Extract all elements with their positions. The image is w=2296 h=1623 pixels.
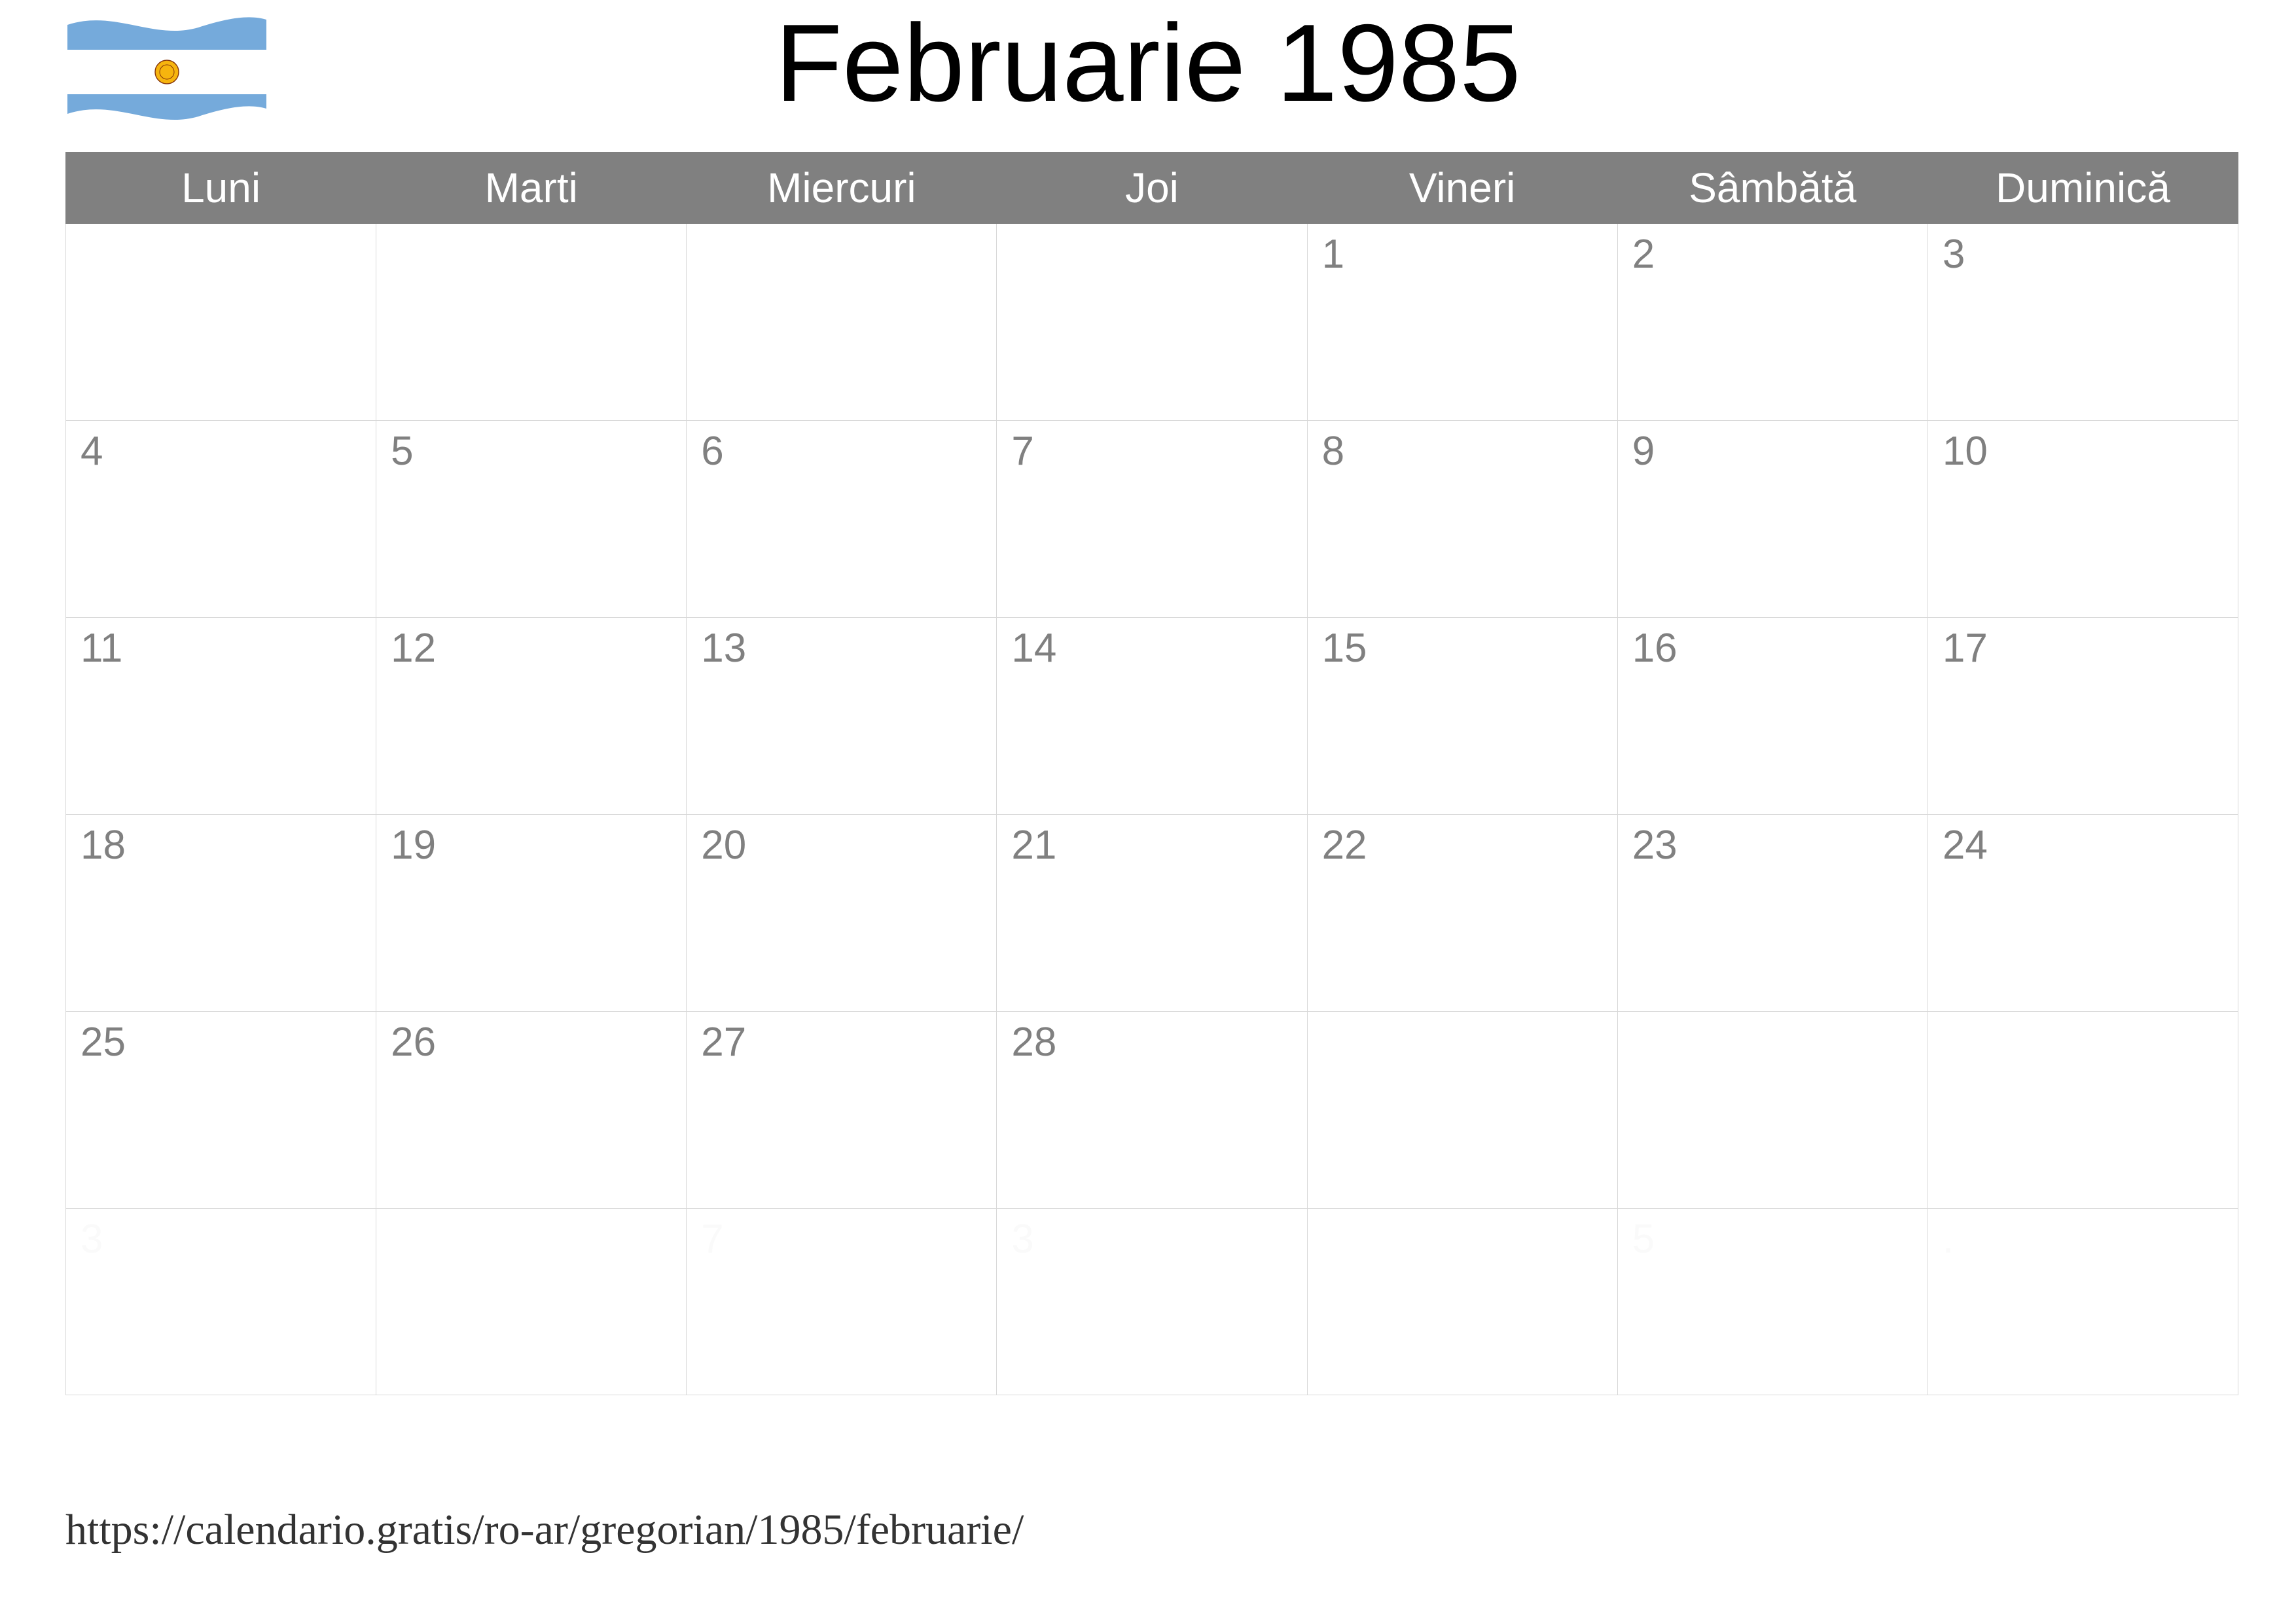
day-cell[interactable] bbox=[1307, 815, 1617, 1012]
day-number: 7 bbox=[701, 1217, 724, 1262]
day-cell[interactable] bbox=[1617, 1209, 1928, 1395]
weekday-header-sambata: Sâmbătă bbox=[1617, 152, 1928, 224]
day-number: 28 bbox=[1011, 1020, 1057, 1065]
day-cell[interactable] bbox=[997, 618, 1307, 815]
day-number: 3 bbox=[1011, 1217, 1034, 1262]
day-cell[interactable] bbox=[66, 815, 376, 1012]
day-number: 19 bbox=[391, 823, 437, 868]
day-number: 2 bbox=[1632, 232, 1655, 277]
day-cell[interactable] bbox=[1928, 1012, 2238, 1209]
week-row bbox=[66, 618, 2238, 815]
day-number: 22 bbox=[1321, 823, 1367, 868]
day-cell[interactable] bbox=[1307, 618, 1617, 815]
day-number: 25 bbox=[81, 1020, 126, 1065]
month-grid bbox=[65, 152, 2238, 1395]
day-number: 3 bbox=[1942, 232, 1965, 277]
day-number: 18 bbox=[81, 823, 126, 868]
day-cell[interactable] bbox=[1307, 1012, 1617, 1209]
day-cell[interactable] bbox=[997, 421, 1307, 618]
day-number: . bbox=[1942, 1217, 1954, 1262]
day-number: 12 bbox=[391, 626, 437, 671]
day-number: 8 bbox=[1321, 429, 1345, 474]
day-cell[interactable] bbox=[376, 421, 687, 618]
weekday-header-duminica: Duminică bbox=[1928, 152, 2238, 224]
week-row bbox=[66, 1012, 2238, 1209]
day-cell[interactable] bbox=[66, 1209, 376, 1395]
day-number: 11 bbox=[81, 626, 123, 671]
day-number: 23 bbox=[1632, 823, 1677, 868]
day-number: 14 bbox=[1011, 626, 1057, 671]
day-cell[interactable] bbox=[1928, 421, 2238, 618]
day-number: 26 bbox=[391, 1020, 437, 1065]
day-cell[interactable] bbox=[1617, 815, 1928, 1012]
day-cell[interactable] bbox=[1617, 224, 1928, 421]
day-number: 10 bbox=[1942, 429, 1988, 474]
day-cell[interactable] bbox=[687, 421, 997, 618]
day-cell[interactable] bbox=[687, 1012, 997, 1209]
week-row bbox=[66, 1209, 2238, 1395]
week-row bbox=[66, 224, 2238, 421]
day-cell[interactable] bbox=[66, 1012, 376, 1209]
day-cell[interactable] bbox=[66, 224, 376, 421]
weekday-header-vineri: Vineri bbox=[1307, 152, 1617, 224]
day-number: 4 bbox=[81, 429, 103, 474]
day-cell[interactable] bbox=[997, 224, 1307, 421]
day-number: 15 bbox=[1321, 626, 1367, 671]
day-cell[interactable] bbox=[376, 618, 687, 815]
day-cell[interactable] bbox=[376, 1012, 687, 1209]
page-title: Februarie 1985 bbox=[775, 1, 1521, 124]
day-cell[interactable] bbox=[1928, 618, 2238, 815]
day-number: 5 bbox=[1632, 1217, 1655, 1262]
day-number: 27 bbox=[701, 1020, 747, 1065]
page-header bbox=[0, 0, 2296, 151]
day-cell[interactable] bbox=[66, 421, 376, 618]
day-cell[interactable] bbox=[1307, 421, 1617, 618]
day-cell[interactable] bbox=[1307, 224, 1617, 421]
weekday-header-luni: Luni bbox=[66, 152, 376, 224]
day-cell[interactable] bbox=[687, 1209, 997, 1395]
day-number: 16 bbox=[1632, 626, 1677, 671]
day-cell[interactable] bbox=[687, 618, 997, 815]
day-number: 20 bbox=[701, 823, 747, 868]
day-number: 9 bbox=[1632, 429, 1655, 474]
day-cell[interactable] bbox=[1307, 1209, 1617, 1395]
day-cell[interactable] bbox=[1617, 1012, 1928, 1209]
weekday-header-joi: Joi bbox=[997, 152, 1307, 224]
weekday-header-miercuri: Miercuri bbox=[687, 152, 997, 224]
day-cell[interactable] bbox=[1617, 618, 1928, 815]
day-number: 24 bbox=[1942, 823, 1988, 868]
day-cell[interactable] bbox=[1617, 421, 1928, 618]
day-cell[interactable] bbox=[1928, 815, 2238, 1012]
day-number: 6 bbox=[701, 429, 724, 474]
day-cell[interactable] bbox=[687, 815, 997, 1012]
day-cell[interactable] bbox=[997, 1012, 1307, 1209]
day-cell[interactable] bbox=[997, 815, 1307, 1012]
day-number: 13 bbox=[701, 626, 747, 671]
day-number: 3 bbox=[81, 1217, 103, 1262]
day-cell[interactable] bbox=[1928, 224, 2238, 421]
day-cell[interactable] bbox=[376, 815, 687, 1012]
day-number: 5 bbox=[391, 429, 414, 474]
source-url[interactable]: https://calendario.gratis/ro-ar/gregorian/1985/februarie/ bbox=[65, 1506, 1024, 1554]
day-cell[interactable] bbox=[687, 224, 997, 421]
day-cell[interactable] bbox=[1928, 1209, 2238, 1395]
day-number: 7 bbox=[1011, 429, 1034, 474]
day-number: 17 bbox=[1942, 626, 1988, 671]
week-row bbox=[66, 815, 2238, 1012]
day-number: 21 bbox=[1011, 823, 1057, 868]
day-cell[interactable] bbox=[376, 1209, 687, 1395]
day-cell[interactable] bbox=[997, 1209, 1307, 1395]
week-row bbox=[66, 421, 2238, 618]
day-number: 1 bbox=[1321, 232, 1345, 277]
day-cell[interactable] bbox=[66, 618, 376, 815]
weekday-header-marti: Marti bbox=[376, 152, 687, 224]
weekday-header-row bbox=[66, 152, 2238, 224]
day-cell[interactable] bbox=[376, 224, 687, 421]
